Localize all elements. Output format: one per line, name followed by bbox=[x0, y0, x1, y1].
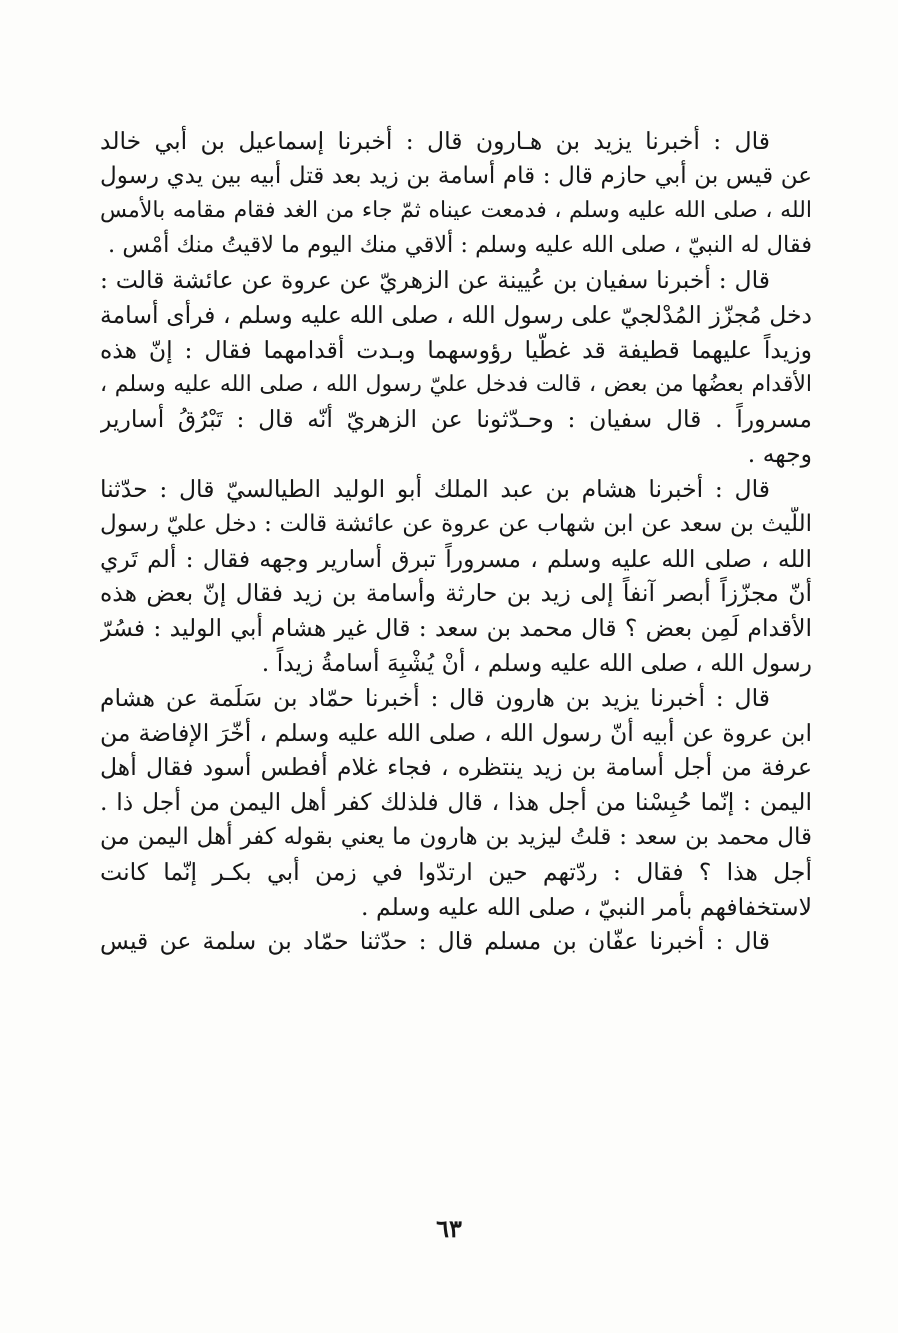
page-body-text bbox=[100, 124, 812, 959]
paragraph bbox=[100, 124, 812, 263]
text-line: الأقدام بعضُها من بعض ، قالت فدخل عليّ رسول الله ، صلى الله عليه وسلم ، bbox=[100, 371, 812, 397]
text-line: قال : أخبرنا يزيد بن هارون قال : أخبرنا حمّاد بن سَلَمة عن هشام bbox=[100, 683, 770, 712]
text-line: فقال له النبيّ ، صلى الله عليه وسلم : ألاقي منك اليوم ما لاقيتُ منك أمْس . bbox=[108, 232, 812, 259]
text-line: ابن عروة عن أبيه أنّ رسول الله ، صلى الله عليه وسلم ، أخّرَ الإفاضة من bbox=[100, 718, 812, 747]
text-line: الأقدام لَمِن بعض ؟ قال محمد بن سعد : قال غير هشام أبي الوليد : فسُرّ bbox=[100, 614, 812, 643]
text-line: قال محمد بن سعد : قلتُ ليزيد بن هارون ما يعني بقوله كفر أهل اليمن من bbox=[100, 823, 812, 850]
text-line: الله ، صلى الله عليه وسلم ، مسروراً تبرق أسارير وجهه فقال : ألم تَري bbox=[100, 544, 812, 573]
text-line: رسول الله ، صلى الله عليه وسلم ، أنْ يُشْبِهَ أسامةُ زيداً . bbox=[261, 648, 812, 677]
text-line: مسروراً . قال سفيان : وحـدّثونا عن الزهريّ أنّه قال : تَبْرُقُ أسارير bbox=[100, 405, 812, 434]
text-line: أجل هذا ؟ فقال : ردّتهم حين ارتدّوا في زمن أبي بكـر إنّما كانت bbox=[100, 857, 812, 886]
text-line: وجهه . bbox=[747, 440, 812, 469]
text-line: اليمن : إنّما حُبِسْنا من أجل هذا ، قال فلذلك كفر أهل اليمن من أجل ذا . bbox=[100, 788, 812, 817]
text-line: قال : أخبرنا هشام بن عبد الملك أبو الوليد الطيالسيّ قال : حدّثنا bbox=[100, 474, 770, 503]
text-line: وزيداً عليهما قطيفة قد غطّيا رؤوسهما وبـدت أقدامهما فقال : إنّ هذه bbox=[100, 335, 812, 364]
text-line: اللّيث بن سعد عن ابن شهاب عن عروة عن عائشة قالت : دخل عليّ رسول bbox=[100, 510, 812, 537]
paragraph bbox=[100, 924, 812, 959]
text-line: لاستخفافهم بأمر النبيّ ، صلى الله عليه وسلم . bbox=[361, 892, 812, 921]
paragraph bbox=[100, 472, 812, 681]
text-line: قال : أخبرنا عفّان بن مسلم قال : حدّثنا حمّاد بن سلمة عن قيس bbox=[100, 927, 770, 956]
text-line: عن قيس بن أبي حازم قال : قام أسامة بن زيد بعد قتل أبيه بين يدي رسول bbox=[100, 162, 812, 189]
text-line: الله ، صلى الله عليه وسلم ، فدمعت عيناه ثمّ جاء من الغد فقام مقامه بالأمس bbox=[100, 197, 812, 223]
text-line: دخل مُجزّز المُدْلجيّ على رسول الله ، صلى الله عليه وسلم ، فرأى أسامة bbox=[100, 300, 812, 329]
paragraph bbox=[100, 263, 812, 472]
page-number: ٦٣ bbox=[436, 1214, 462, 1243]
text-line: قال : أخبرنا سفيان بن عُيينة عن الزهريّ عن عروة عن عائشة قالت : bbox=[100, 266, 770, 295]
text-line: عرفة من أجل أسامة بن زيد ينتظره ، فجاء غلام أفطس أسود فقال أهل bbox=[100, 753, 812, 782]
paragraph bbox=[100, 681, 812, 925]
text-line: أنّ مجزّزاً أبصر آنفاً إلى زيد بن حارثة وأسامة بن زيد فقال إنّ بعض هذه bbox=[100, 579, 812, 608]
text-line: قال : أخبرنا يزيد بن هـارون قال : أخبرنا إسماعيل بن أبي خالد bbox=[100, 127, 770, 155]
